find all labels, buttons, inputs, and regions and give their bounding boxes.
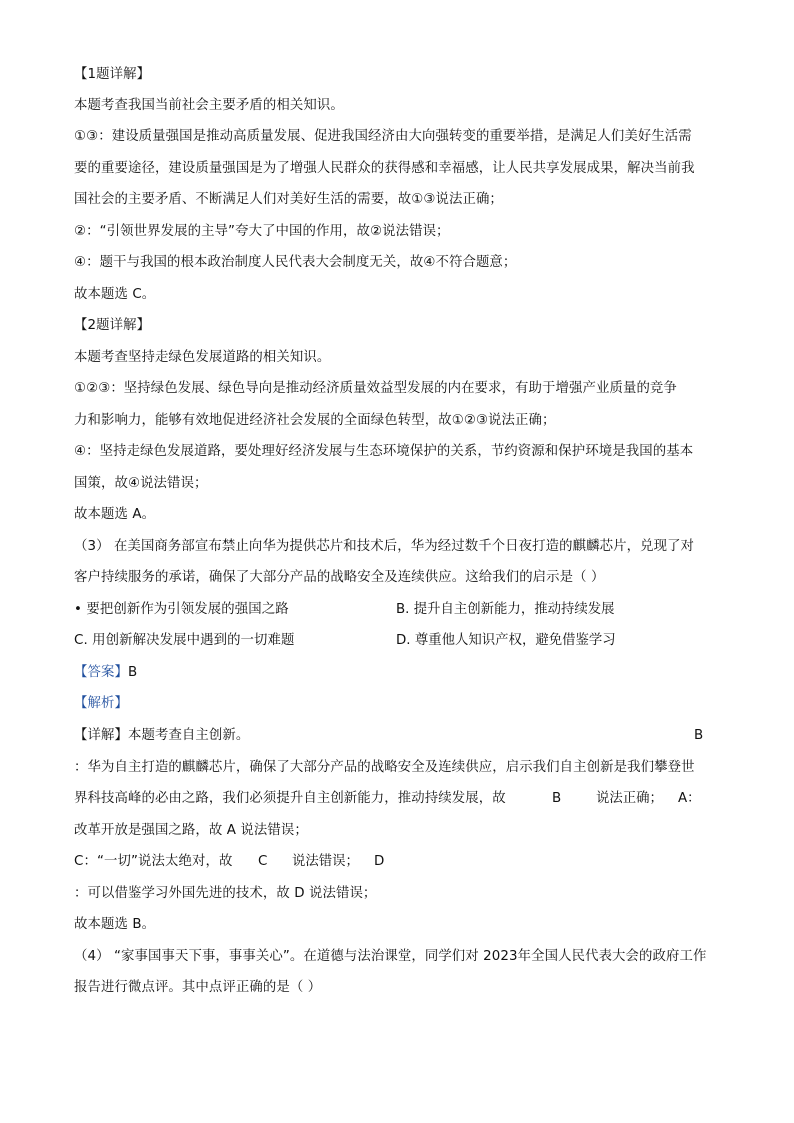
q3-answer xyxy=(74,663,137,683)
q2-conclusion: 故本题选 A。 xyxy=(74,507,156,522)
q1-paragraph-line: 要的重要途径，建设质量强国是为了增强人民群众的获得感和幸福感，让人民共享发展成果，解决当前我 xyxy=(74,161,695,176)
q3-stem-line: （3） 在美国商务部宣布禁止向华为提供芯片和技术后，华为经过数千个日夜打造的麒麟芯片，兑现了对 xyxy=(74,539,695,554)
q3-stem-line: 客户持续服务的承诺，确保了大部分产品的战略安全及连续供应。这给我们的启示是（ ） xyxy=(74,570,605,585)
detail-fragment: 说法错误； xyxy=(292,854,359,869)
q3-detail xyxy=(74,726,249,746)
q3-detail-line: 改革开放是强国之路，故 A 说法错误； xyxy=(74,823,308,838)
q1-heading: 【1题详解】 xyxy=(74,67,151,82)
detail-text: 本题考查自主创新。 xyxy=(127,728,250,743)
q1-paragraph: ②：“引领世界发展的主导”夸大了中国的作用，故②说法错误； xyxy=(74,224,450,239)
q4-stem-line: （4） “家事国事天下事，事事关心”。在道德与法治课堂，同学们对 2023年全国人民代表大会的政府工作 xyxy=(74,949,707,964)
q1-paragraph-line: 国社会的主要矛盾、不断满足人们对美好生活的需要，故①③说法正确； xyxy=(74,192,503,207)
q3-detail-line: ：华为自主打造的麒麟芯片，确保了大部分产品的战略安全及连续供应，启示我们自主创新是我们攀登世 xyxy=(74,760,695,775)
q2-paragraph-line: ①②③：坚持绿色发展、绿色导向是推动经济质量效益型发展的内在要求，有助于增强产业质量的竞争 xyxy=(74,381,677,396)
answer-label: 【答案】 xyxy=(74,665,128,680)
q1-conclusion: 故本题选 C。 xyxy=(74,287,156,302)
detail-label: 【详解】 xyxy=(74,728,128,743)
q3-option-a: • 要把创新作为引领发展的强国之路 xyxy=(74,602,289,617)
q1-paragraph: ④：题干与我国的根本政治制度人民代表大会制度无关，故④不符合题意； xyxy=(74,255,517,270)
answer-value: B xyxy=(127,665,138,680)
option-d-marker: D xyxy=(374,854,385,869)
q2-paragraph-line: ④：坚持走绿色发展道路，要处理好经济发展与生态环境保护的关系，节约资源和保护环境是我国的基本 xyxy=(74,444,694,459)
detail-b-marker: B xyxy=(694,728,704,743)
q3-conclusion: 故本题选 B。 xyxy=(74,917,156,932)
q2-heading: 【2题详解】 xyxy=(74,318,151,333)
option-b-marker: B xyxy=(552,791,562,806)
q3-detail-line: ：可以借鉴学习外国先进的技术，故 D 说法错误； xyxy=(74,886,377,901)
q4-stem-line: 报告进行微点评。其中点评正确的是（ ） xyxy=(74,980,322,995)
q2-paragraph-line: 国策，故④说法错误； xyxy=(74,476,208,491)
q3-option-b: B. 提升自主创新能力，推动持续发展 xyxy=(396,602,615,617)
q1-intro: 本题考查我国当前社会主要矛盾的相关知识。 xyxy=(74,98,344,113)
option-c-marker: C xyxy=(258,854,268,869)
q2-intro: 本题考查坚持走绿色发展道路的相关知识。 xyxy=(74,350,331,365)
detail-fragment: 说法正确； xyxy=(596,791,663,806)
q3-detail-line: 界科技高峰的必由之路，我们必须提升自主创新能力，推动持续发展，故 xyxy=(74,791,506,806)
q2-paragraph-line: 力和影响力，能够有效地促进经济社会发展的全面绿色转型，故①②③说法正确； xyxy=(74,413,556,428)
q3-option-d: D. 尊重他人知识产权，避免借鉴学习 xyxy=(396,633,616,648)
q3-detail-line: C：“一切”说法太绝对，故 xyxy=(74,854,233,869)
q1-paragraph-line: ①③：建设质量强国是推动高质量发展、促进我国经济由大向强转变的重要举措，是满足人们美好生活需 xyxy=(74,129,692,144)
q3-option-c: C. 用创新解决发展中遇到的一切难题 xyxy=(74,633,295,648)
option-a-marker: A： xyxy=(678,791,701,806)
q3-analysis-label: 【解析】 xyxy=(74,696,128,711)
